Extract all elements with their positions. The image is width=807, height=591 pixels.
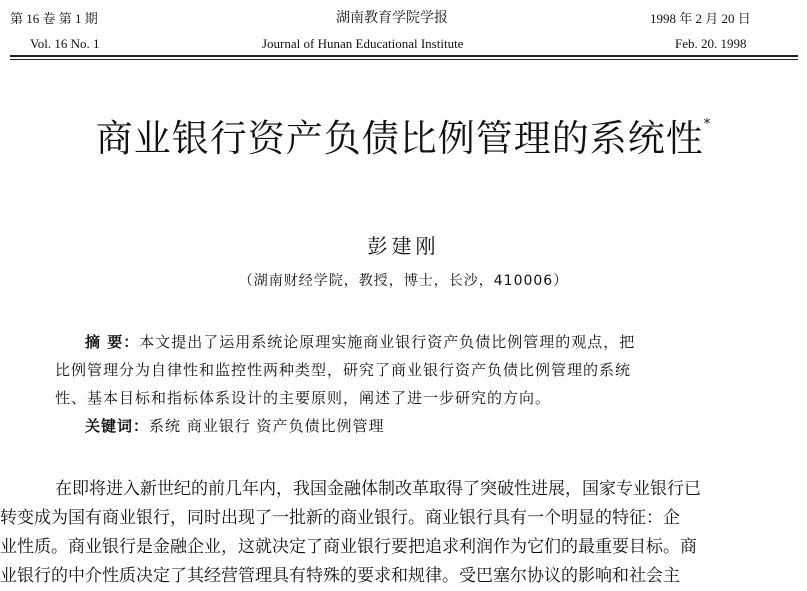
keywords-line (55, 412, 775, 440)
journal-name-cn: 湖南教育学院学报 (336, 11, 448, 26)
publication-date-en: Feb. 20. 1998 (675, 36, 747, 51)
abstract-block (55, 328, 775, 440)
keywords-label: 关键词： (85, 417, 150, 435)
journal-name-en: Journal of Hunan Educational Institute (262, 36, 464, 51)
abstract-line-3: 性、基本目标和指标体系设计的主要原则，阐述了进一步研究的方向。 (55, 389, 552, 407)
running-header (0, 0, 807, 62)
header-rule-bottom (10, 59, 798, 60)
publication-date-cn: 1998 年 2 月 20 日 (650, 11, 751, 26)
body-paragraph (0, 475, 800, 591)
abstract-line-1 (55, 328, 775, 356)
body-line: 业性质。商业银行是金融企业，这就决定了商业银行要把追求利润作为它们的最重要目标。商 (0, 537, 697, 557)
article-title-text: 商业银行资产负债比例管理的系统性 (95, 117, 704, 160)
body-line: 业银行的中介性质决定了其经营管理具有特殊的要求和规律。受巴塞尔协议的影响和社会主 (0, 566, 680, 586)
volume-issue-cn: 第 16 卷 第 1 期 (10, 11, 98, 26)
article-title (0, 117, 807, 160)
abstract-label: 摘 要： (85, 333, 140, 351)
keywords-text: 系统 商业银行 资产负债比例管理 (149, 417, 385, 435)
author-name: 彭建刚 (367, 234, 440, 258)
abstract-text-1: 本文提出了运用系统论原理实施商业银行资产负债比例管理的观点，把 (139, 333, 636, 351)
volume-issue-en: Vol. 16 No. 1 (30, 36, 100, 51)
body-line: 转变成为国有商业银行，同时出现了一批新的商业银行。商业银行具有一个明显的特征：企 (0, 508, 680, 528)
header-rule-top (10, 55, 798, 57)
abstract-line-2: 比例管理分为自律性和监控性两种类型，研究了商业银行资产负债比例管理的系统 (55, 361, 632, 379)
title-footnote-mark: * (703, 117, 712, 132)
body-line: 在即将进入新世纪的前几年内，我国金融体制改革取得了突破性进展，国家专业银行已 (55, 479, 701, 499)
author-affiliation: （湖南财经学院，教授，博士，长沙，410006） (238, 273, 569, 289)
